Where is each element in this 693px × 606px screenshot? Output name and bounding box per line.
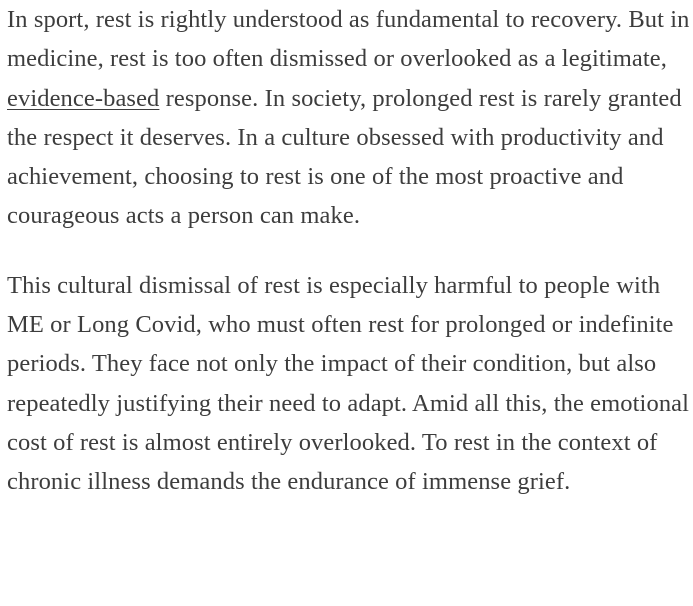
paragraph-rest-in-sport-and-medicine [7,0,693,236]
paragraph-text-before-link: In sport, rest is rightly understood as fundamental to recovery. But in medicine, rest is too often dismissed or overlooked as a legitimate, [7,6,690,73]
evidence-based-link[interactable]: evidence-based [7,84,160,112]
paragraph-cultural-dismissal-of-rest: This cultural dismissal of rest is especially harmful to people with ME or Long Covid, who must often rest for prolonged or indefinite periods. They face not only the impact of their condition, but also repeatedly justifying their need to adapt. Amid all this, the emotional cost of rest is almost entirely overlooked. To rest in the context of chronic illness demands the endurance of immense grief. [7,271,690,496]
paragraph-text-after-link: response. In society, prolonged rest is rarely granted the respect it deserves. In a culture obsessed with productivity and achievement, choosing to rest is one of the most proactive and courageous acts a person can make. [7,84,682,230]
